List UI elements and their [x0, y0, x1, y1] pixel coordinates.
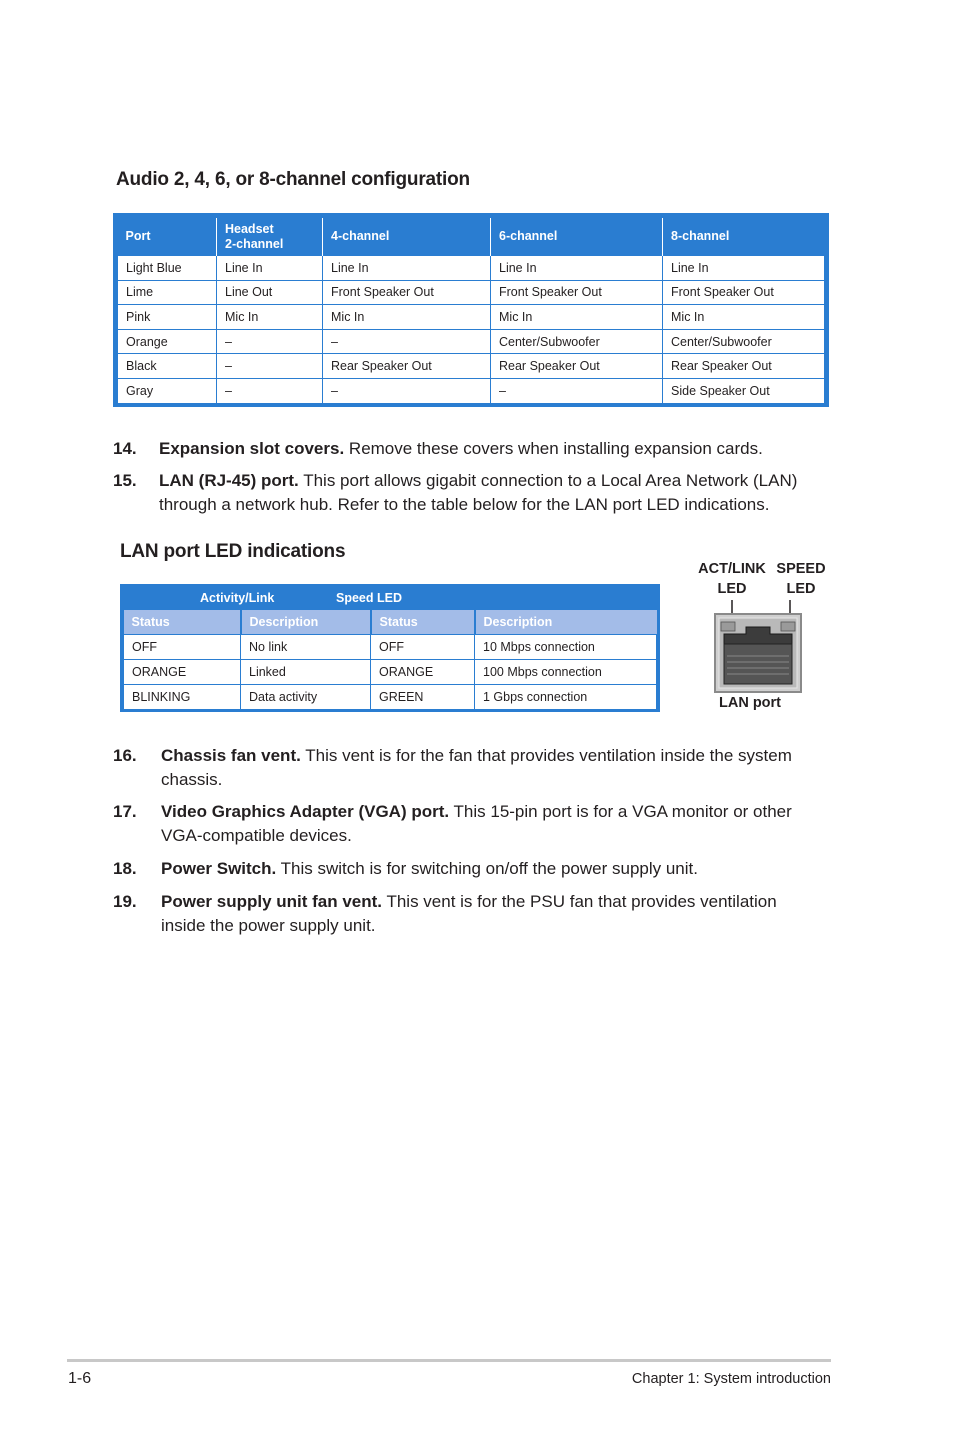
audio-cell: –: [323, 329, 491, 354]
audio-cell: Center/Subwoofer: [663, 329, 825, 354]
item-text: Remove these covers when installing expansion cards.: [344, 439, 763, 458]
item-number: 14.: [113, 439, 137, 458]
audio-cell: Front Speaker Out: [663, 280, 825, 305]
audio-table-header-row: [118, 218, 825, 256]
item-body: [161, 890, 821, 937]
item-text: This switch is for switching on/off the power supply unit.: [276, 859, 698, 878]
item-number: 16.: [113, 746, 137, 765]
lan-cell: ORANGE: [371, 660, 475, 685]
audio-config-table: [113, 213, 829, 407]
audio-table-row: [118, 256, 825, 281]
audio-cell: –: [217, 354, 323, 379]
item-number: 19.: [113, 892, 137, 911]
page-number: 1-6: [68, 1370, 92, 1387]
lan-cell: Data activity: [241, 685, 371, 710]
audio-cell: Rear Speaker Out: [491, 354, 663, 379]
audio-cell: Line In: [491, 256, 663, 281]
audio-cell: Mic In: [663, 305, 825, 330]
lan-cell: 1 Gbps connection: [475, 685, 657, 710]
audio-cell: Pink: [118, 305, 217, 330]
item-text: This port allows gigabit connection to a Local Area Network (LAN) through a network hub. Refer to the table below for the LAN port LED indications.: [159, 471, 798, 514]
audio-cell: Line In: [217, 256, 323, 281]
audio-cell: Mic In: [491, 305, 663, 330]
lan-led-heading: LAN port LED indications: [120, 541, 346, 562]
item-body: [161, 857, 821, 881]
lan-header-description: Description: [475, 610, 657, 635]
list-item: [113, 469, 833, 517]
chapter-title: Chapter 1: System introduction: [631, 1371, 831, 1387]
lan-group-speed-led: Speed LED: [336, 591, 402, 605]
item-number: 17.: [113, 802, 137, 821]
lan-cell: OFF: [371, 635, 475, 660]
lan-cell: ORANGE: [124, 660, 241, 685]
act-link-led-label: [694, 559, 770, 599]
item-text: This vent is for the fan that provides ventilation inside the system chassis.: [161, 746, 792, 789]
audio-table-row: [118, 378, 825, 403]
audio-config-heading: Audio 2, 4, 6, or 8-channel configuration: [116, 169, 470, 190]
audio-cell: Front Speaker Out: [491, 280, 663, 305]
audio-cell: Mic In: [217, 305, 323, 330]
item-number: 15.: [113, 471, 137, 490]
audio-header-4ch: 4-channel: [323, 218, 491, 256]
audio-cell: Line In: [323, 256, 491, 281]
audio-cell: Line Out: [217, 280, 323, 305]
lan-cell: Linked: [241, 660, 371, 685]
speed-led-label: [771, 559, 831, 599]
audio-cell: Line In: [663, 256, 825, 281]
lan-port-icon: [700, 596, 810, 696]
audio-cell: –: [323, 378, 491, 403]
lan-cell: BLINKING: [124, 685, 241, 710]
lan-cell: 100 Mbps connection: [475, 660, 657, 685]
audio-cell: Lime: [118, 280, 217, 305]
item-body: [159, 437, 819, 461]
audio-table-row: [118, 354, 825, 379]
audio-header-8ch: 8-channel: [663, 218, 825, 256]
audio-cell: –: [217, 329, 323, 354]
item-body: [161, 744, 821, 791]
audio-cell: –: [491, 378, 663, 403]
lan-cell: GREEN: [371, 685, 475, 710]
lan-table-row: [124, 635, 657, 660]
lan-cell: 10 Mbps connection: [475, 635, 657, 660]
item-number: 18.: [113, 859, 137, 878]
audio-cell: Rear Speaker Out: [663, 354, 825, 379]
audio-table-row: [118, 305, 825, 330]
lan-group-header-row: [123, 584, 657, 610]
audio-cell: Gray: [118, 378, 217, 403]
list-item: [113, 800, 833, 848]
audio-header-6ch: 6-channel: [491, 218, 663, 256]
item-lead: Expansion slot covers.: [159, 439, 345, 458]
list-item: [113, 857, 833, 881]
lan-port-label: LAN port: [718, 695, 781, 711]
audio-cell: Orange: [118, 329, 217, 354]
item-lead: Video Graphics Adapter (VGA) port.: [161, 802, 450, 821]
speed-label-line2: LED: [786, 581, 816, 597]
act-link-label-line2: LED: [717, 581, 747, 597]
audio-cell: Rear Speaker Out: [323, 354, 491, 379]
list-item: [113, 744, 833, 792]
list-item: [113, 437, 833, 461]
item-text: This vent is for the PSU fan that provides ventilation inside the power supply unit.: [161, 892, 777, 935]
speed-label-line1: SPEED: [776, 561, 826, 577]
list-item: [113, 890, 833, 938]
lan-header-description: Description: [241, 610, 371, 635]
audio-header-port: Port: [125, 229, 151, 243]
audio-cell: –: [217, 378, 323, 403]
item-lead: Power Switch.: [161, 859, 277, 878]
item-body: [161, 800, 821, 847]
act-link-label-line1: ACT/LINK: [698, 561, 766, 577]
lan-group-activity-link: Activity/Link: [200, 591, 275, 605]
audio-cell: Black: [118, 354, 217, 379]
footer-divider: [67, 1359, 831, 1362]
audio-table-row: [118, 329, 825, 354]
lan-header-status: Status: [371, 610, 475, 635]
audio-cell: Side Speaker Out: [663, 378, 825, 403]
item-body: [159, 469, 819, 516]
audio-cell: Mic In: [323, 305, 491, 330]
lan-table-row: [124, 685, 657, 710]
item-text: This 15-pin port is for a VGA monitor or other VGA-compatible devices.: [161, 802, 792, 845]
lan-cell: OFF: [124, 635, 241, 660]
item-lead: Chassis fan vent.: [161, 746, 301, 765]
item-lead: Power supply unit fan vent.: [161, 892, 383, 911]
audio-table-row: [118, 280, 825, 305]
lan-led-table: [120, 584, 660, 712]
audio-cell: Center/Subwoofer: [491, 329, 663, 354]
lan-header-status: Status: [124, 610, 241, 635]
lan-table-header-row: [124, 610, 657, 635]
item-lead: LAN (RJ-45) port.: [159, 471, 299, 490]
audio-cell: Light Blue: [118, 256, 217, 281]
audio-header-headset: Headset 2-channel: [217, 218, 323, 256]
lan-table-row: [124, 660, 657, 685]
lan-cell: No link: [241, 635, 371, 660]
audio-cell: Front Speaker Out: [323, 280, 491, 305]
